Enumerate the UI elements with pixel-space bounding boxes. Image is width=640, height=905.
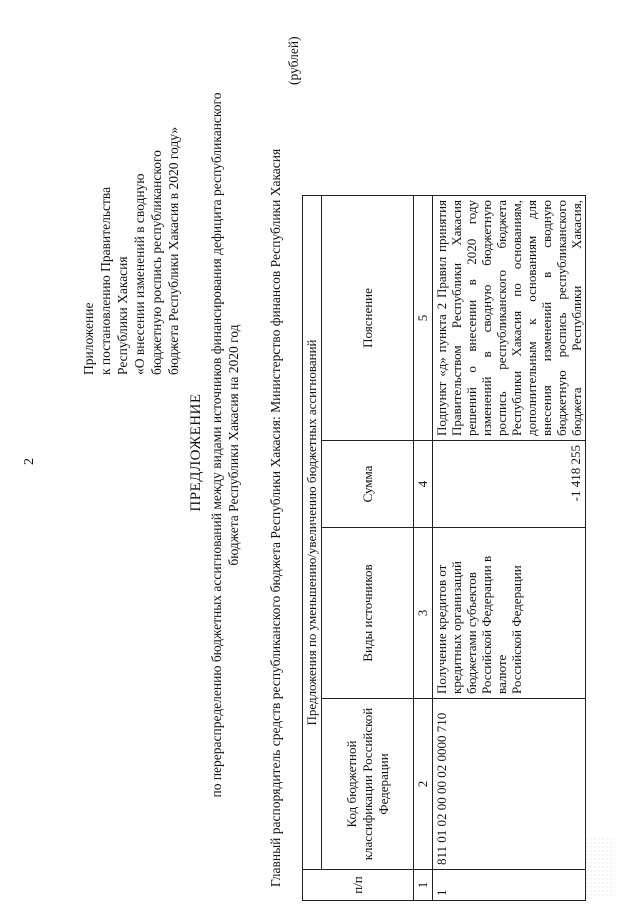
appendix-line: к постановлению Правительства — [98, 186, 113, 375]
scan-noise — [585, 837, 615, 897]
header-code: Код бюджетной классификации Российской Федерации — [322, 699, 414, 870]
budget-table — [302, 195, 586, 901]
column-number: 2 — [414, 699, 433, 870]
column-number: 3 — [414, 528, 433, 699]
appendix-line: бюджетную роспись республиканского — [149, 150, 164, 375]
document-title: ПРЕДЛОЖЕНИЕ — [188, 393, 204, 512]
document-subtitle — [208, 45, 242, 845]
subtitle-line: бюджета Республики Хакасия на 2020 год — [226, 324, 241, 566]
page-number: 2 — [22, 458, 37, 465]
source-line: Получение кредитов от — [434, 564, 449, 694]
note-line: бюджета Республики Хакасия, — [569, 200, 584, 436]
header-note: Пояснение — [322, 196, 414, 441]
column-number: 1 — [414, 870, 433, 901]
note-line: дополнительным к основаниям для — [524, 200, 539, 436]
group-header: Предложения по уменьшению/увеличению бюджетных ассигнований — [303, 196, 322, 870]
source-line: кредитных организаций — [449, 561, 464, 694]
appendix-line: Приложение — [81, 302, 96, 375]
table-row — [433, 196, 586, 901]
column-number: 4 — [414, 441, 433, 528]
source-line: бюджетами субъектов — [464, 572, 479, 694]
appendix-line: бюджета Республики Хакасия в 2020 году» — [166, 126, 181, 375]
source-line: Российской Федерации — [509, 565, 524, 694]
appendix-block — [80, 35, 182, 375]
row-num: 1 — [433, 870, 586, 901]
source-line: Российской Федерации в валюте — [479, 555, 509, 694]
row-sum: -1 418 255 — [433, 441, 586, 528]
column-number-row — [414, 196, 433, 901]
appendix-line: Республики Хакасия — [115, 256, 130, 375]
note-line: решений о внесении в 2020 году — [464, 200, 479, 436]
note-line: Подпункт «д» пункта 2 Правил принятия — [434, 200, 449, 436]
note-line: Республики Хакасия по основаниям, — [509, 200, 524, 436]
note-line: роспись республиканского бюджета — [494, 200, 509, 436]
currency-unit: (рублей) — [286, 36, 301, 85]
header-source: Виды источников — [322, 528, 414, 699]
column-number: 5 — [414, 196, 433, 441]
header-sum: Сумма — [322, 441, 414, 528]
header-num: п/п — [303, 870, 414, 901]
note-line: Правительством Республики Хакасия — [449, 200, 464, 436]
subtitle-line: по перераспределению бюджетных ассигнований между видами источников финансирования дефицита республиканского — [209, 92, 224, 798]
row-note — [433, 196, 586, 441]
appendix-line: «О внесении изменений в сводную — [132, 173, 147, 375]
note-line: внесения изменений в сводную — [539, 200, 554, 436]
row-source — [433, 528, 586, 699]
budget-manager: Главный распорядитель средств республиканского бюджета Республики Хакасия: Министерство финансов Республики Хакасия — [268, 148, 283, 887]
note-line: бюджетную роспись республиканского — [554, 200, 569, 436]
row-code: 811 01 02 00 00 02 0000 710 — [433, 699, 586, 870]
note-line: изменений в сводную бюджетную — [479, 200, 494, 436]
